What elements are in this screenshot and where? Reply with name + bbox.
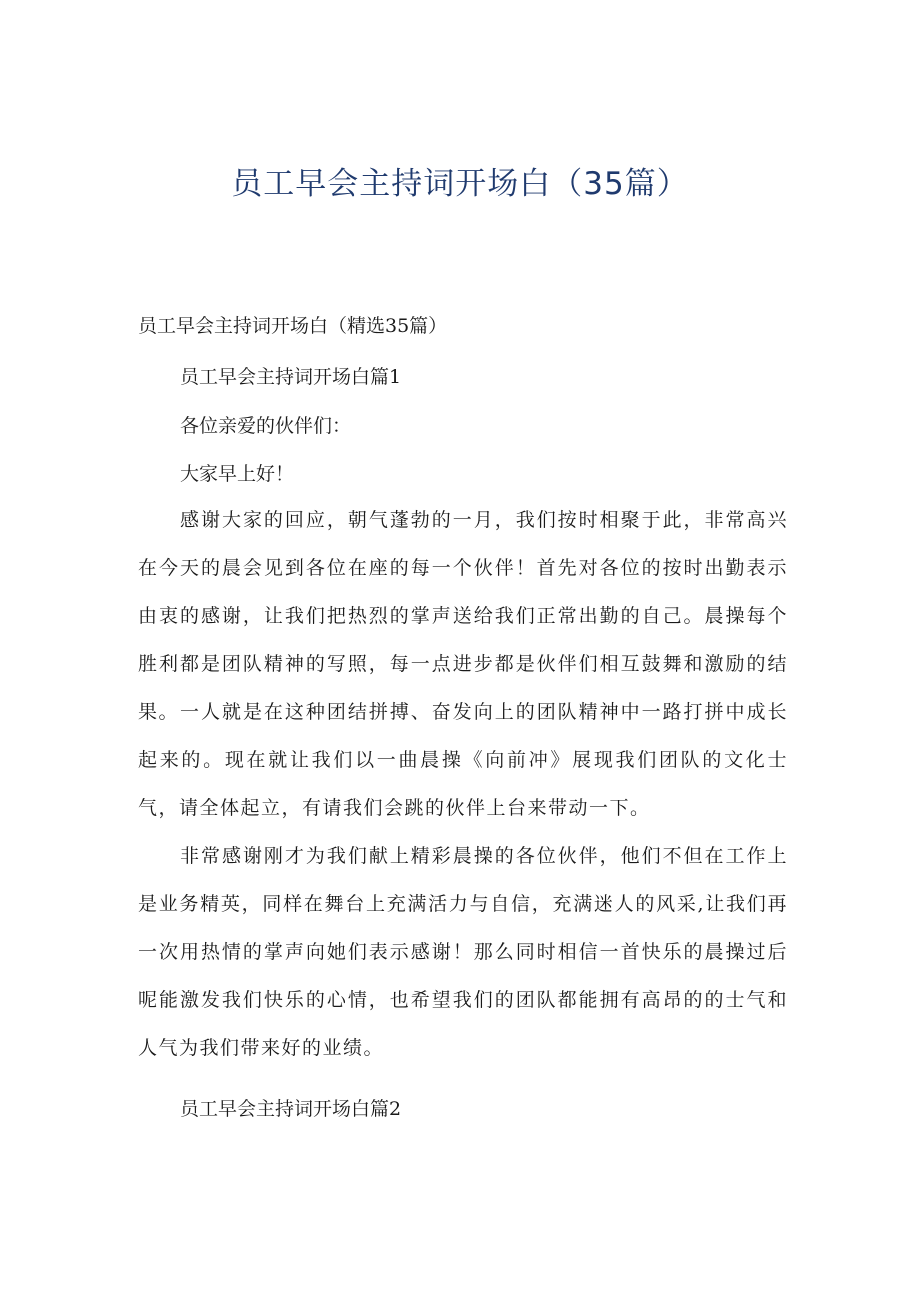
paragraph-1: 感谢大家的回应，朝气蓬勃的一月，我们按时相聚于此，非常高兴在今天的晨会见到各位在座的每一个伙伴！首先对各位的按时出勤表示由衷的感谢，让我们把热烈的掌声送给我们正常出勤的自己。晨操每个胜利都是团队精神的写照，每一点进步都是伙伴们相互鼓舞和激励的结果。 [138,509,788,723]
document-title: 员工早会主持词开场白（35篇） [231,166,689,202]
paragraph-3: 非常感谢刚才为我们献上精彩晨操的各位伙伴，他们不但在工作上是业务精英，同样在舞台上充满活力与自信，充满迷人的风采,让我们再一次用热情的掌声向她们表示感谢！那么同时相信一首快乐的晨操过后呢能激发我们快乐的心情，也希望我们的团队都能拥有高昂的的士气和人气为我们带来好的业绩。 [138,845,788,1059]
section-heading-1: 员工早会主持词开场白篇1 [180,366,402,388]
paragraph-2: 一人就是在这种团结拼搏、奋发向上的团队精神中一路打拼中成长起来的。现在就让我们以一曲晨操《向前冲》展现我们团队的文化士气，请全体起立，有请我们会跳的伙伴上台来带动一下。 [138,701,788,819]
greeting-line: 各位亲爱的伙伴们： [180,415,352,437]
document-subtitle: 员工早会主持词开场白（精选35篇） [138,315,448,337]
good-morning-line: 大家早上好！ [180,463,295,485]
section-heading-2: 员工早会主持词开场白篇2 [180,1098,402,1120]
